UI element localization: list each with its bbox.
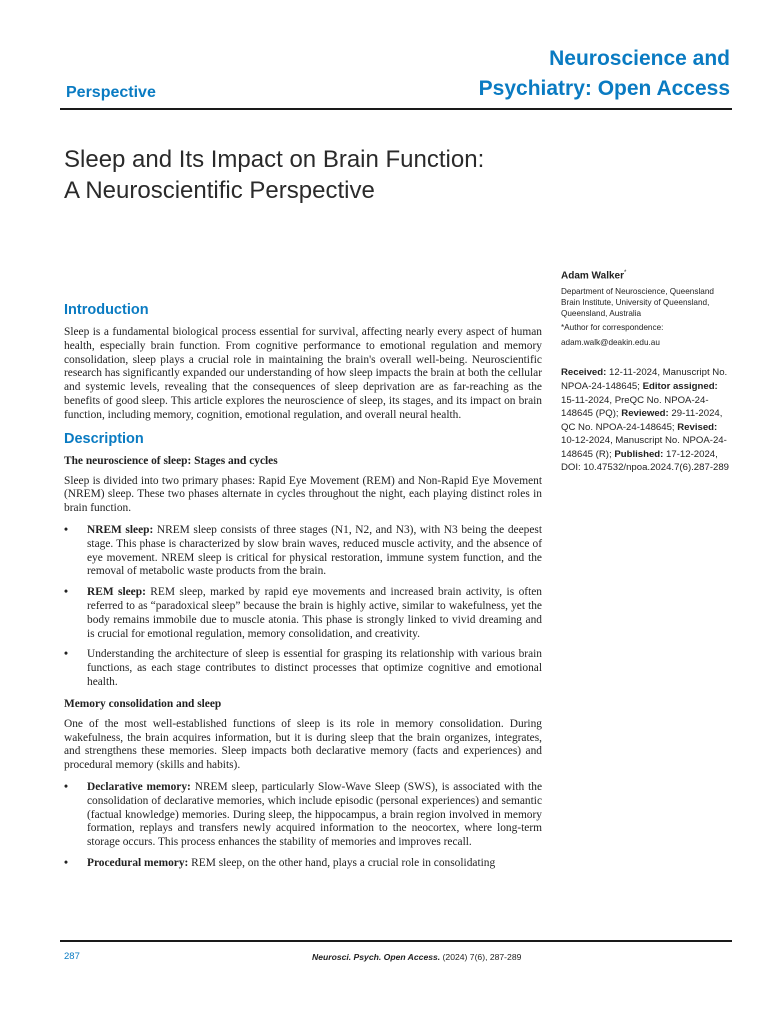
journal-name-line1: Neuroscience and xyxy=(549,47,730,70)
list-item: • Procedural memory: REM sleep, on the other hand, plays a crucial role in consolidating xyxy=(64,856,496,869)
description-heading: Description xyxy=(64,430,144,447)
list-item: • REM sleep: REM sleep, marked by rapid eye movements and increased brain activity, is often referred to as “paradoxical sleep” because the brain is highly active, similar to wakefulness, yet the body remains immobile due to muscle atonia. This phase is strongly linked to vivid dreaming and is crucial for emotional regulation, memory consolidation, and creativity. xyxy=(64,586,542,640)
journal-name-line2: Psychiatry: Open Access xyxy=(478,77,730,100)
bullet-icon: • xyxy=(64,648,68,661)
list-item: • Understanding the architecture of sleep is essential for grasping its relationship with various brain functions, as each stage contributes to distinct processes that optimize cognitive and emotional health. xyxy=(64,648,542,688)
header-divider xyxy=(60,108,732,110)
bullet-icon: • xyxy=(64,780,68,793)
subsection-heading-memory: Memory consolidation and sleep xyxy=(64,697,222,710)
introduction-heading: Introduction xyxy=(64,302,149,318)
sleep-stages-list xyxy=(64,524,542,690)
journal-name xyxy=(479,44,730,104)
bullet-icon: • xyxy=(64,523,68,536)
article-title-line2: A Neuroscientific Perspective xyxy=(64,177,375,204)
main-column xyxy=(64,302,542,879)
page-number: 287 xyxy=(64,951,80,962)
article-sidebar xyxy=(561,270,731,475)
footer-citation: Neurosci. Psych. Open Access. (2024) 7(6), 287-289 xyxy=(312,952,522,962)
footer-divider xyxy=(60,940,732,942)
list-item: • Declarative memory: NREM sleep, particularly Slow-Wave Sleep (SWS), is associated with the consolidation of declarative memories, which include episodic (personal experiences) and semantic (factual knowledge) memories. During sleep, the hippocampus, a brain region involved in memory formation, replays and transfers newly acquired information to the neocortex, where long-term storage occurs. This process enhances the stability of memories and improves recall. xyxy=(64,780,542,849)
memory-paragraph: One of the most well-established functions of sleep is its role in memory consolidation. During wakefulness, the brain acquires information, but it is during sleep that the brain organizes, integrates, and strengthens these memories. Sleep impacts both declarative memory (facts and experiences) and procedural memory (skills and habits). xyxy=(64,717,542,772)
author-mark: * xyxy=(623,270,627,276)
memory-types-list xyxy=(64,781,542,871)
subsection-heading-stages: The neuroscience of sleep: Stages and cycles xyxy=(64,454,278,467)
author-email[interactable]: adam.walk@deakin.edu.au xyxy=(561,338,660,348)
bullet-icon: • xyxy=(64,586,68,599)
article-type-label: Perspective xyxy=(66,84,156,101)
article-title xyxy=(64,144,624,206)
article-history: Received: 12-11-2024, Manuscript No. NPOA-24-148645; Editor assigned: 15-11-2024, PreQC No. NPOA-24-148645 (PQ); Reviewed: 29-11-2024, QC No. NPOA-24-148645; Revised: 10-12-2024, Manuscript No. NPOA-24-148645 (R); Published: 17-12-2024, DOI: 10.47532/npoa.2024.7(6).287-289 xyxy=(561,367,730,474)
stages-paragraph: Sleep is divided into two primary phases: Rapid Eye Movement (REM) and Non-Rapid Eye Movement (NREM) sleep. These two phases alternate in cycles throughout the night, each playing distinct roles in brain function. xyxy=(64,474,542,515)
article-title-line1: Sleep and Its Impact on Brain Function: xyxy=(64,146,485,173)
bullet-icon: • xyxy=(64,856,68,869)
list-item: • NREM sleep: NREM sleep consists of three stages (N1, N2, and N3), with N3 being the deepest stage. This phase is characterized by slow brain waves, reduced muscle activity, and the absence of eye movement. NREM sleep is critical for physical restoration, immune system function, and the removal of metabolic waste products from the brain. xyxy=(64,523,542,578)
author-affiliation: Department of Neuroscience, Queensland Brain Institute, University of Queensland, Queensland, Australia xyxy=(561,287,714,319)
introduction-paragraph: Sleep is a fundamental biological process essential for survival, affecting nearly every aspect of human health, especially brain function. From cognitive performance to emotional regulation and memory consolidation, sleep plays a crucial role in maintaining the brain's overall well-being. Neuroscientific research has significantly expanded our understanding of how sleep impacts the brain at both the cellular and systemic levels, revealing that the consequences of sleep deprivation are as far-reaching as the benefits of good sleep. This article explores the neuroscience of sleep, its stages, and its impact on brain function, including memory, cognition, emotional regulation, and overall neural health. xyxy=(64,326,542,421)
correspondence-label: *Author for correspondence: xyxy=(561,323,664,333)
author-name: Adam Walker* xyxy=(561,270,627,282)
